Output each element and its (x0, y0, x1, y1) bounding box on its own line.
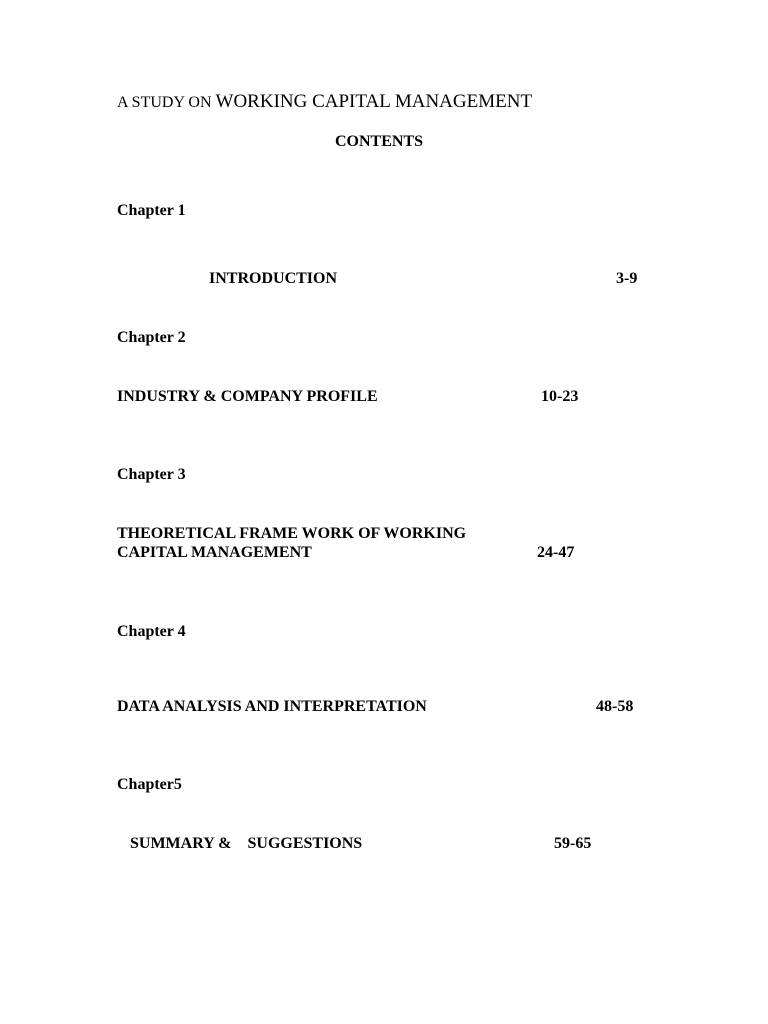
chapter-5-label: Chapter5 (117, 776, 182, 793)
chapter-5-pages: 59-65 (554, 835, 592, 852)
chapter-1-label: Chapter 1 (117, 202, 186, 219)
chapter-1-title: INTRODUCTION (209, 270, 338, 287)
chapter-2-label: Chapter 2 (117, 329, 186, 346)
chapter-1-pages: 3-9 (616, 270, 638, 287)
chapter-2-pages: 10-23 (541, 388, 579, 405)
title-prefix: A STUDY ON (117, 94, 212, 111)
chapter-3-title-line2: CAPITAL MANAGEMENT (117, 544, 312, 561)
chapter-3-label: Chapter 3 (117, 466, 186, 483)
title-main: WORKING CAPITAL MANAGEMENT (215, 91, 533, 112)
chapter-4-pages: 48-58 (596, 698, 634, 715)
chapter-2-title: INDUSTRY & COMPANY PROFILE (117, 388, 378, 405)
chapter-3-pages: 24-47 (537, 544, 575, 561)
contents-heading: CONTENTS (335, 133, 424, 150)
chapter-4-title: DATA ANALYSIS AND INTERPRETATION (117, 698, 427, 715)
chapter-3-title-line1: THEORETICAL FRAME WORK OF WORKING (117, 525, 467, 542)
document-title (117, 92, 532, 111)
chapter-4-label: Chapter 4 (117, 623, 186, 640)
chapter-5-title: SUMMARY & SUGGESTIONS (130, 835, 363, 852)
